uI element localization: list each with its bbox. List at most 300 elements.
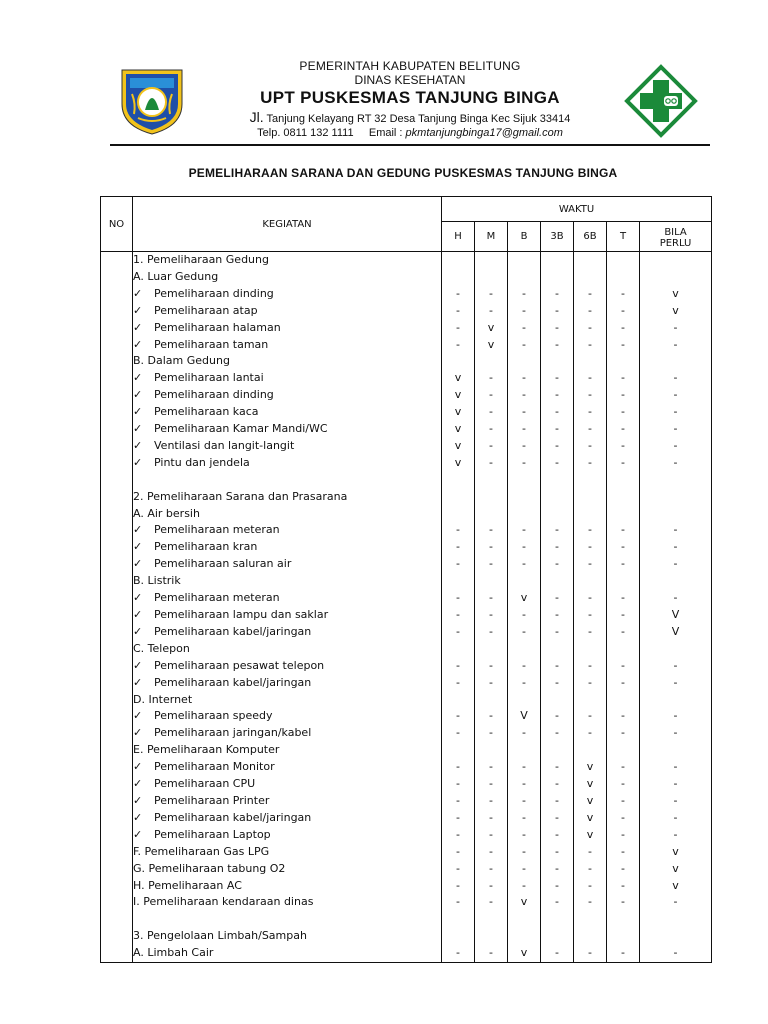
activity-cell (133, 573, 442, 590)
schedule-cell (574, 641, 607, 658)
schedule-cell (541, 573, 574, 590)
schedule-cell: v (574, 793, 607, 810)
schedule-cell: - (508, 438, 541, 455)
activity-label: G. Pemeliharaan tabung O2 (133, 861, 286, 875)
schedule-cell (607, 742, 640, 759)
schedule-cell: - (640, 708, 712, 725)
schedule-cell: - (508, 793, 541, 810)
table-row (101, 861, 712, 878)
table-row (101, 421, 712, 438)
schedule-cell (442, 928, 475, 945)
schedule-cell: - (508, 607, 541, 624)
activity-label: Pemeliharaan meteran (154, 591, 280, 605)
activity-label: Pemeliharaan Kamar Mandi/WC (154, 422, 328, 436)
row-no-cell (101, 793, 133, 810)
table-row (101, 827, 712, 844)
activity-cell (133, 252, 442, 269)
activity-label: 3. Pengelolaan Limbah/Sampah (133, 929, 307, 943)
schedule-cell: - (640, 658, 712, 675)
schedule-cell: - (541, 844, 574, 861)
schedule-cell: - (541, 556, 574, 573)
schedule-cell: V (508, 708, 541, 725)
activity-label: F. Pemeliharaan Gas LPG (133, 844, 270, 858)
checkmark-icon: ✓ (133, 777, 143, 791)
schedule-cell: - (508, 861, 541, 878)
activity-cell (133, 269, 442, 286)
row-no-cell (101, 370, 133, 387)
schedule-cell: - (574, 539, 607, 556)
activity-cell (133, 506, 442, 523)
schedule-cell: - (574, 624, 607, 641)
schedule-cell (442, 911, 475, 928)
activity-label: Pemeliharaan lantai (154, 371, 264, 385)
schedule-cell: v (442, 421, 475, 438)
table-row (101, 506, 712, 523)
table-row (101, 387, 712, 404)
schedule-cell: - (541, 624, 574, 641)
schedule-cell: - (475, 861, 508, 878)
schedule-cell: - (475, 370, 508, 387)
activity-cell (133, 844, 442, 861)
letterhead (110, 58, 710, 146)
table-row (101, 404, 712, 421)
schedule-cell (508, 742, 541, 759)
activity-cell (133, 472, 442, 489)
schedule-cell: - (607, 387, 640, 404)
col-bila-header: BILA (640, 222, 712, 238)
row-no-cell (101, 455, 133, 472)
table-row (101, 573, 712, 590)
activity-label: Pemeliharaan jaringan/kabel (154, 726, 312, 740)
row-no-cell (101, 404, 133, 421)
activity-label: Pemeliharaan kaca (154, 405, 259, 419)
activity-label: Pemeliharaan CPU (154, 777, 256, 791)
schedule-cell: v (640, 844, 712, 861)
schedule-cell: - (508, 556, 541, 573)
schedule-cell: - (574, 320, 607, 337)
schedule-cell: - (442, 776, 475, 793)
schedule-cell: - (607, 759, 640, 776)
activity-cell (133, 353, 442, 370)
schedule-cell: - (508, 337, 541, 354)
activity-label: Pemeliharaan dinding (154, 388, 274, 402)
row-no-cell (101, 353, 133, 370)
schedule-cell (508, 472, 541, 489)
schedule-cell: - (508, 725, 541, 742)
schedule-cell: - (574, 438, 607, 455)
schedule-cell: - (475, 708, 508, 725)
schedule-cell (607, 489, 640, 506)
table-row (101, 472, 712, 489)
schedule-cell: - (541, 861, 574, 878)
schedule-cell: - (442, 759, 475, 776)
schedule-cell (508, 641, 541, 658)
row-no-cell (101, 945, 133, 962)
schedule-cell: v (442, 404, 475, 421)
schedule-cell: - (640, 759, 712, 776)
schedule-cell (508, 269, 541, 286)
schedule-cell: - (574, 675, 607, 692)
schedule-cell: - (508, 455, 541, 472)
schedule-cell: - (640, 675, 712, 692)
schedule-cell: v (640, 286, 712, 303)
schedule-cell: - (541, 370, 574, 387)
table-row (101, 438, 712, 455)
checkmark-icon: ✓ (133, 675, 143, 689)
schedule-cell: - (442, 522, 475, 539)
schedule-cell (607, 252, 640, 269)
activity-label: Pemeliharaan lampu dan saklar (154, 608, 329, 622)
table-row (101, 590, 712, 607)
activity-label: Pemeliharaan kabel/jaringan (154, 624, 312, 638)
schedule-cell: - (475, 421, 508, 438)
table-row (101, 911, 712, 928)
activity-cell (133, 303, 442, 320)
schedule-cell: - (508, 522, 541, 539)
row-no-cell (101, 269, 133, 286)
activity-cell (133, 894, 442, 911)
schedule-cell: - (475, 624, 508, 641)
schedule-cell (442, 692, 475, 709)
activity-cell (133, 810, 442, 827)
schedule-cell (508, 489, 541, 506)
schedule-cell (442, 489, 475, 506)
schedule-cell: - (475, 945, 508, 962)
schedule-cell (541, 641, 574, 658)
col-3b-header: 3B (541, 222, 574, 252)
activity-label: E. Pemeliharaan Komputer (133, 743, 280, 757)
schedule-cell: - (607, 421, 640, 438)
activity-cell (133, 455, 442, 472)
schedule-cell: - (640, 556, 712, 573)
row-no-cell (101, 320, 133, 337)
email: pkmtanjungbinga17@gmail.com (405, 127, 563, 139)
schedule-cell: - (541, 522, 574, 539)
table-row (101, 556, 712, 573)
department-name: DINAS KESEHATAN (354, 73, 466, 87)
checkmark-icon: ✓ (133, 303, 143, 317)
activity-cell (133, 320, 442, 337)
schedule-cell: v (640, 878, 712, 895)
schedule-cell (574, 489, 607, 506)
activity-label: Pemeliharaan kabel/jaringan (154, 810, 312, 824)
government-name: PEMERINTAH KABUPATEN BELITUNG (299, 59, 521, 73)
activity-cell (133, 641, 442, 658)
schedule-cell (508, 573, 541, 590)
activity-cell (133, 438, 442, 455)
schedule-cell: - (607, 945, 640, 962)
address-prefix: Jl. (249, 109, 264, 125)
table-row (101, 810, 712, 827)
checkmark-icon: ✓ (133, 608, 143, 622)
schedule-cell (541, 252, 574, 269)
schedule-cell: - (475, 387, 508, 404)
schedule-cell: - (541, 539, 574, 556)
schedule-cell: - (508, 286, 541, 303)
schedule-cell: - (607, 776, 640, 793)
activity-cell (133, 725, 442, 742)
schedule-cell: - (442, 286, 475, 303)
schedule-cell: v (475, 337, 508, 354)
schedule-cell: - (442, 624, 475, 641)
schedule-cell: - (640, 894, 712, 911)
schedule-cell: - (475, 658, 508, 675)
col-t-header: T (607, 222, 640, 252)
schedule-cell: - (607, 337, 640, 354)
schedule-cell: - (442, 725, 475, 742)
checkmark-icon: ✓ (133, 371, 143, 385)
schedule-cell: - (508, 370, 541, 387)
schedule-cell: - (508, 303, 541, 320)
schedule-cell: - (640, 370, 712, 387)
schedule-cell (541, 928, 574, 945)
activity-cell (133, 793, 442, 810)
schedule-cell: v (640, 303, 712, 320)
table-row (101, 607, 712, 624)
schedule-cell: - (607, 320, 640, 337)
schedule-cell (574, 506, 607, 523)
activity-label: Pemeliharaan meteran (154, 523, 280, 537)
schedule-cell: - (541, 708, 574, 725)
row-no-cell (101, 725, 133, 742)
schedule-cell: - (475, 455, 508, 472)
schedule-cell: - (442, 844, 475, 861)
schedule-cell (442, 472, 475, 489)
schedule-cell: - (607, 556, 640, 573)
schedule-cell: - (475, 675, 508, 692)
activity-label: Pemeliharaan kabel/jaringan (154, 675, 312, 689)
row-no-cell (101, 894, 133, 911)
schedule-cell (640, 742, 712, 759)
checkmark-icon: ✓ (133, 557, 143, 571)
table-body (101, 252, 712, 963)
schedule-cell: - (574, 590, 607, 607)
schedule-cell (607, 641, 640, 658)
schedule-cell: - (508, 675, 541, 692)
table-row (101, 793, 712, 810)
activity-cell (133, 759, 442, 776)
schedule-cell: - (541, 810, 574, 827)
schedule-cell: - (508, 387, 541, 404)
schedule-cell: - (640, 827, 712, 844)
institution-name: UPT PUSKESMAS TANJUNG BINGA (260, 88, 560, 107)
schedule-cell (640, 692, 712, 709)
schedule-cell: - (607, 810, 640, 827)
col-perlu-header: PERLU (640, 238, 712, 252)
schedule-cell: - (607, 522, 640, 539)
schedule-cell: v (442, 387, 475, 404)
row-no-cell (101, 506, 133, 523)
schedule-cell (541, 353, 574, 370)
schedule-cell: - (541, 387, 574, 404)
schedule-cell (574, 911, 607, 928)
schedule-cell: - (541, 945, 574, 962)
schedule-cell (541, 506, 574, 523)
schedule-cell: - (541, 675, 574, 692)
row-no-cell (101, 337, 133, 354)
schedule-cell: - (541, 827, 574, 844)
row-no-cell (101, 742, 133, 759)
table-row (101, 844, 712, 861)
activity-cell (133, 776, 442, 793)
schedule-cell (607, 353, 640, 370)
table-row (101, 320, 712, 337)
schedule-cell (475, 353, 508, 370)
schedule-cell (508, 353, 541, 370)
schedule-cell: - (508, 827, 541, 844)
schedule-cell: - (640, 421, 712, 438)
table-row (101, 353, 712, 370)
schedule-cell: - (607, 455, 640, 472)
schedule-cell: - (541, 337, 574, 354)
activity-label: H. Pemeliharaan AC (133, 878, 242, 892)
checkmark-icon: ✓ (133, 624, 143, 638)
letterhead-text (200, 58, 620, 139)
schedule-cell (574, 742, 607, 759)
schedule-cell: - (541, 607, 574, 624)
schedule-cell (442, 573, 475, 590)
activity-cell (133, 404, 442, 421)
schedule-cell: - (574, 387, 607, 404)
schedule-cell: - (574, 370, 607, 387)
schedule-cell: - (640, 320, 712, 337)
schedule-cell: v (442, 438, 475, 455)
activity-cell (133, 878, 442, 895)
activity-label: Pemeliharaan speedy (154, 709, 273, 723)
schedule-cell: v (574, 759, 607, 776)
address (200, 110, 620, 125)
schedule-cell (475, 573, 508, 590)
schedule-cell: - (475, 776, 508, 793)
activity-label: A. Air bersih (133, 506, 200, 520)
col-waktu-header: WAKTU (442, 197, 712, 222)
activity-cell (133, 337, 442, 354)
phone: Telp. 0811 132 1111 (257, 127, 354, 139)
schedule-cell: - (607, 827, 640, 844)
schedule-cell: - (640, 810, 712, 827)
schedule-cell: - (475, 404, 508, 421)
checkmark-icon: ✓ (133, 591, 143, 605)
schedule-cell: - (640, 522, 712, 539)
schedule-cell: - (541, 320, 574, 337)
schedule-cell: v (442, 455, 475, 472)
activity-label: Pintu dan jendela (154, 455, 250, 469)
checkmark-icon: ✓ (133, 810, 143, 824)
row-no-cell (101, 539, 133, 556)
schedule-cell: - (475, 759, 508, 776)
schedule-cell: - (442, 894, 475, 911)
row-no-cell (101, 522, 133, 539)
schedule-cell: v (508, 945, 541, 962)
schedule-cell: - (574, 878, 607, 895)
activity-cell (133, 658, 442, 675)
schedule-cell (607, 506, 640, 523)
schedule-cell: - (574, 894, 607, 911)
schedule-cell: v (508, 894, 541, 911)
checkmark-icon: ✓ (133, 726, 143, 740)
col-m-header: M (475, 222, 508, 252)
checkmark-icon: ✓ (133, 320, 143, 334)
schedule-cell (475, 692, 508, 709)
activity-cell (133, 590, 442, 607)
document-title: PEMELIHARAAN SARANA DAN GEDUNG PUSKESMAS TANJUNG BINGA (188, 166, 618, 180)
activity-label: Pemeliharaan halaman (154, 320, 281, 334)
schedule-cell: - (574, 522, 607, 539)
schedule-cell: - (475, 844, 508, 861)
schedule-cell: - (541, 776, 574, 793)
row-no-cell (101, 556, 133, 573)
schedule-cell: v (574, 810, 607, 827)
table-row (101, 303, 712, 320)
contact-line (200, 128, 620, 139)
activity-label: B. Listrik (133, 574, 181, 588)
schedule-cell (508, 692, 541, 709)
schedule-cell: - (475, 878, 508, 895)
schedule-cell: - (607, 725, 640, 742)
schedule-cell (640, 506, 712, 523)
schedule-cell (640, 353, 712, 370)
table-row (101, 337, 712, 354)
activity-label: Pemeliharaan atap (154, 303, 258, 317)
table-row (101, 692, 712, 709)
schedule-cell: - (607, 878, 640, 895)
row-no-cell (101, 844, 133, 861)
checkmark-icon: ✓ (133, 540, 143, 554)
schedule-cell (640, 573, 712, 590)
activity-label: D. Internet (133, 692, 193, 706)
table-row (101, 286, 712, 303)
schedule-cell: - (442, 556, 475, 573)
schedule-cell (574, 252, 607, 269)
row-no-cell (101, 590, 133, 607)
kabupaten-belitung-emblem-icon (116, 64, 188, 136)
row-no-cell (101, 776, 133, 793)
schedule-cell: - (640, 539, 712, 556)
table-row (101, 776, 712, 793)
row-no-cell (101, 658, 133, 675)
activity-label: Pemeliharaan kran (154, 540, 258, 554)
activity-label: I. Pemeliharaan kendaraan dinas (133, 895, 314, 909)
activity-cell (133, 928, 442, 945)
schedule-cell: - (475, 725, 508, 742)
schedule-cell: - (541, 421, 574, 438)
schedule-cell: V (640, 607, 712, 624)
schedule-cell: - (508, 844, 541, 861)
schedule-cell: - (541, 894, 574, 911)
activity-label: Pemeliharaan pesawat telepon (154, 658, 325, 672)
schedule-cell: v (508, 590, 541, 607)
row-no-cell (101, 911, 133, 928)
schedule-cell: v (475, 320, 508, 337)
schedule-cell: - (442, 590, 475, 607)
email-label: Email : (368, 127, 403, 139)
schedule-cell: - (475, 590, 508, 607)
row-no-cell (101, 692, 133, 709)
checkmark-icon: ✓ (133, 388, 143, 402)
checkmark-icon: ✓ (133, 438, 143, 452)
schedule-cell: - (607, 370, 640, 387)
schedule-cell: - (541, 404, 574, 421)
checkmark-icon: ✓ (133, 286, 143, 300)
schedule-cell: - (442, 658, 475, 675)
activity-label: Pemeliharaan dinding (154, 286, 274, 300)
schedule-cell (475, 928, 508, 945)
schedule-cell (475, 472, 508, 489)
table-row (101, 742, 712, 759)
schedule-cell: - (574, 421, 607, 438)
table-row (101, 759, 712, 776)
row-no-cell (101, 827, 133, 844)
